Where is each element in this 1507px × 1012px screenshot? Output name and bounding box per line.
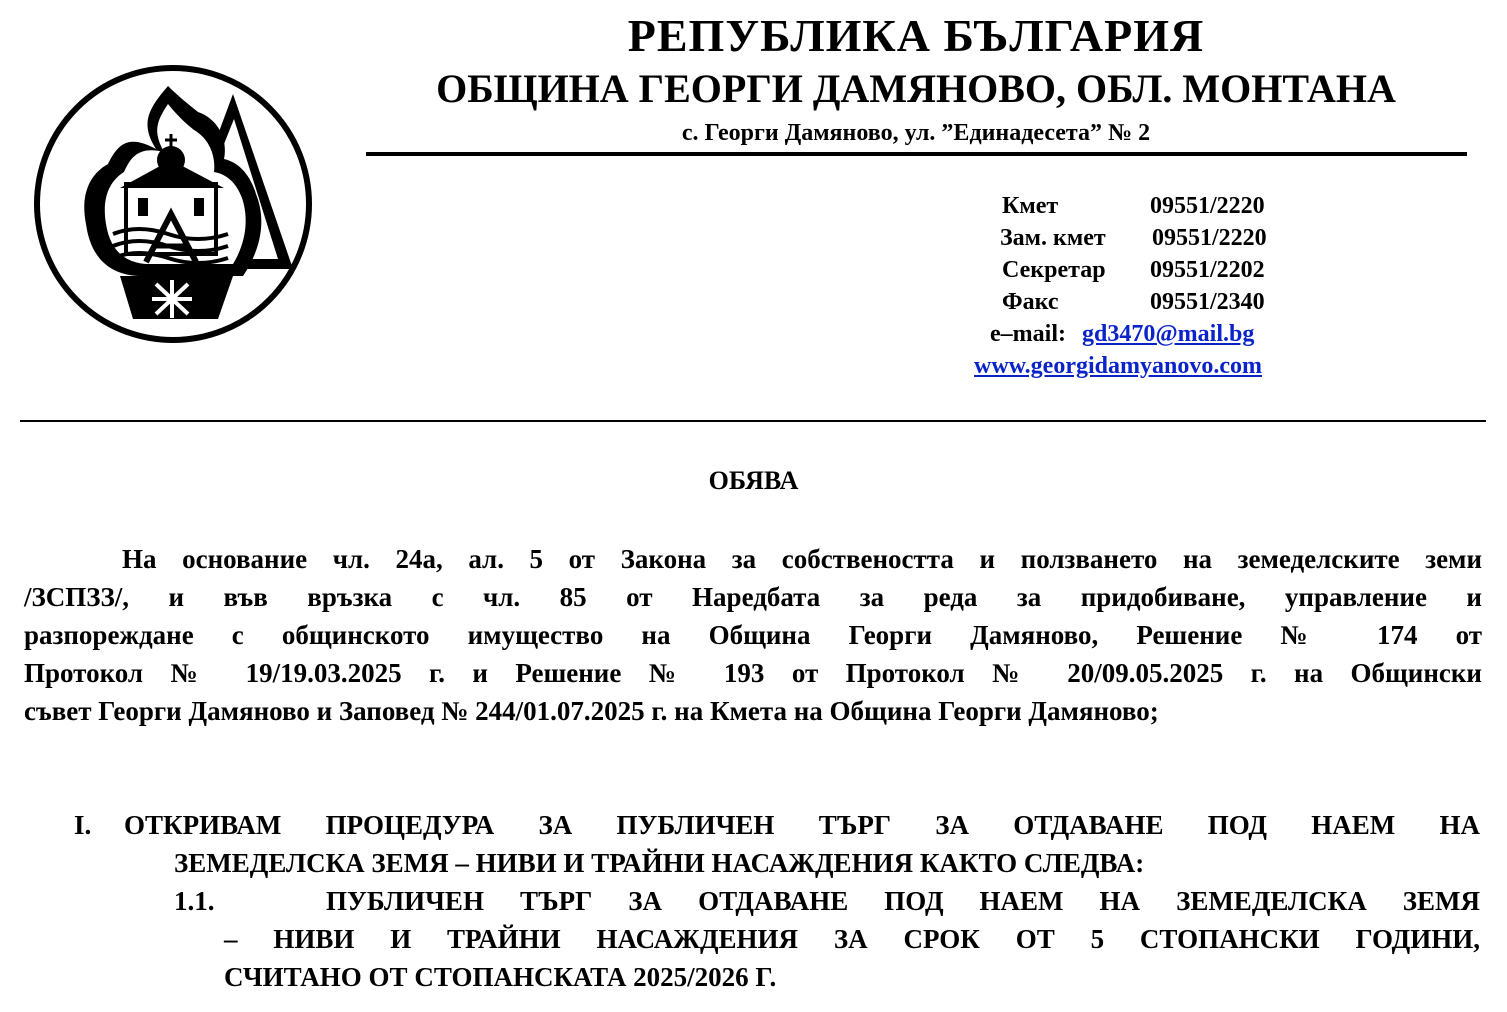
section-number: I. [74, 810, 92, 840]
subsection-title-line: ПУБЛИЧЕН ТЪРГ ЗА ОТДАВАНЕ ПОД НАЕМ НА ЗЕМЕДЕЛСКА ЗЕМЯ [326, 886, 1480, 916]
contact-label: Секретар [1002, 257, 1106, 283]
section-title-line: ЗЕМЕДЕЛСКА ЗЕМЯ – НИВИ И ТРАЙНИ НАСАЖДЕНИЯ КАКТО СЛЕДВА: [174, 848, 1145, 878]
municipality-title: ОБЩИНА ГЕОРГИ ДАМЯНОВО, ОБЛ. МОНТАНА [436, 66, 1396, 111]
municipality-emblem-icon [28, 64, 318, 344]
email-label: e–mail: [990, 321, 1066, 347]
contact-value: 09551/2202 [1150, 257, 1265, 283]
paragraph-line: На основание чл. 24а, ал. 5 от Закона за собствеността и ползването на земеделските земи [122, 544, 1482, 574]
website-link[interactable]: www.georgidamyanovo.com [974, 353, 1262, 379]
contact-label: Кмет [1002, 193, 1059, 219]
subsection-title-line: – НИВИ И ТРАЙНИ НАСАЖДЕНИЯ ЗА СРОК ОТ 5 СТОПАНСКИ ГОДИНИ, [224, 924, 1480, 954]
paragraph-line: разпореждане с общинското имущество на Община Георги Дамяново, Решение № 174 от [24, 620, 1482, 650]
contact-value: 09551/2220 [1150, 193, 1265, 219]
section-title-line: ОТКРИВАМ ПРОЦЕДУРА ЗА ПУБЛИЧЕН ТЪРГ ЗА ОТДАВАНЕ ПОД НАЕМ НА [124, 810, 1480, 840]
contact-label: Зам. кмет [1000, 225, 1106, 251]
contact-label: Факс [1002, 289, 1059, 315]
email-link[interactable]: gd3470@mail.bg [1081, 321, 1255, 347]
document-heading: ОБЯВА [708, 466, 799, 495]
subsection-number: 1.1. [174, 886, 215, 916]
email-row [990, 318, 1254, 350]
municipality-address: с. Георги Дамяново, ул. ”Единадесета” № 2 [681, 120, 1151, 146]
paragraph-line: Протокол № 19/19.03.2025 г. и Решение № 193 от Протокол № 20/09.05.2025 г. на Общински [24, 658, 1482, 688]
subsection-title-line: СЧИТАНО ОТ СТОПАНСКАТА 2025/2026 Г. [224, 962, 777, 992]
section-divider [20, 420, 1486, 422]
contact-value: 09551/2220 [1152, 225, 1267, 251]
intro-paragraph [24, 540, 1482, 730]
header-divider [366, 152, 1467, 156]
country-title: РЕПУБЛИКА БЪЛГАРИЯ [627, 10, 1205, 61]
paragraph-line: /ЗСПЗЗ/, и във връзка с чл. 85 от Наредбата за реда за придобиване, управление и [24, 582, 1482, 612]
logo-emblem [28, 64, 318, 344]
paragraph-line: съвет Георги Дамяново и Заповед № 244/01.07.2025 г. на Кмета на Община Георги Дамяново; [24, 696, 1159, 726]
contact-value: 09551/2340 [1150, 289, 1265, 315]
website-row [974, 350, 1262, 382]
